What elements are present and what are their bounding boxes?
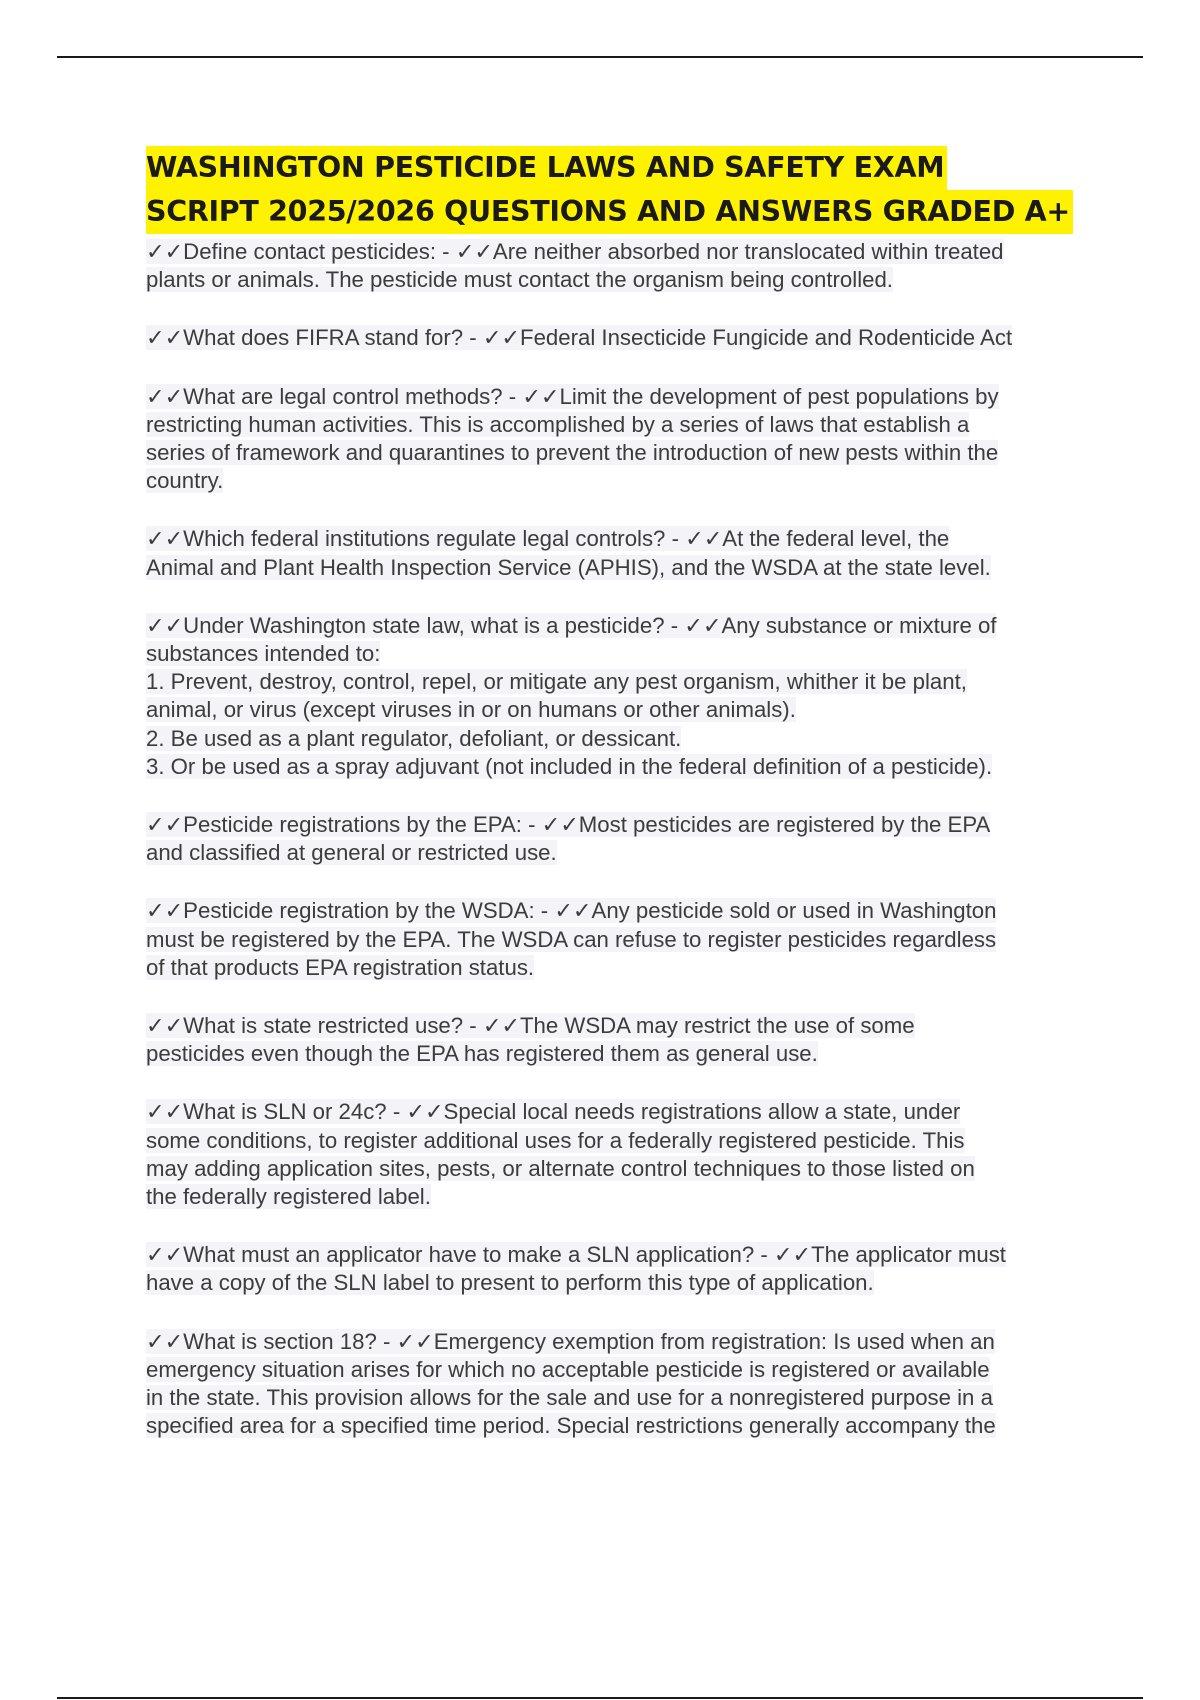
qa-line-text: country. bbox=[146, 468, 224, 494]
title-line-1: WASHINGTON PESTICIDE LAWS AND SAFETY EXAM bbox=[146, 146, 947, 190]
qa-line bbox=[146, 467, 1096, 495]
qa-line bbox=[146, 525, 1096, 553]
qa-line-text: ✓✓Pesticide registration by the WSDA: - ✓✓Any pesticide sold or used in Washington bbox=[146, 898, 997, 924]
qa-line bbox=[146, 753, 1096, 781]
qa-line bbox=[146, 266, 1096, 294]
qa-line bbox=[146, 640, 1096, 668]
qa-line-text: 3. Or be used as a spray adjuvant (not included in the federal definition of a pesticide). bbox=[146, 753, 993, 779]
qa-line-text: 2. Be used as a plant regulator, defoliant, or dessicant. bbox=[146, 725, 682, 751]
qa-line-text: ✓✓Define contact pesticides: - ✓✓Are neither absorbed nor translocated within treated bbox=[146, 239, 1004, 264]
qa-item bbox=[146, 1012, 1096, 1068]
qa-line bbox=[146, 954, 1096, 982]
qa-line bbox=[146, 383, 1096, 411]
qa-item bbox=[146, 324, 1096, 352]
qa-line-text: series of framework and quarantines to prevent the introduction of new pests within the bbox=[146, 440, 999, 466]
qa-line-text: and classified at general or restricted use. bbox=[146, 840, 557, 866]
qa-line bbox=[146, 439, 1096, 467]
qa-item bbox=[146, 1328, 1096, 1441]
qa-line-text: in the state. This provision allows for the sale and use for a nonregistered purpose in a bbox=[146, 1385, 993, 1411]
qa-line-text: must be registered by the EPA. The WSDA can refuse to register pesticides regardless bbox=[146, 926, 997, 952]
qa-line bbox=[146, 725, 1096, 753]
bottom-rule bbox=[57, 1697, 1143, 1699]
qa-line-text: animal, or virus (except viruses in or on humans or other animals). bbox=[146, 697, 796, 723]
qa-line bbox=[146, 612, 1096, 640]
qa-line-text: some conditions, to register additional uses for a federally registered pesticide. This bbox=[146, 1127, 965, 1153]
qa-line-text: ✓✓Which federal institutions regulate legal controls? - ✓✓At the federal level, the bbox=[146, 526, 950, 552]
qa-line bbox=[146, 1127, 1096, 1155]
qa-line bbox=[146, 1183, 1096, 1211]
qa-line-text: 1. Prevent, destroy, control, repel, or mitigate any pest organism, whither it be plant, bbox=[146, 669, 967, 695]
qa-line-text: ✓✓Under Washington state law, what is a pesticide? - ✓✓Any substance or mixture of bbox=[146, 612, 997, 638]
qa-line-text: of that products EPA registration status. bbox=[146, 954, 535, 980]
qa-line-text: restricting human activities. This is accomplished by a series of laws that establish a bbox=[146, 411, 970, 437]
qa-line-text: Animal and Plant Health Inspection Service (APHIS), and the WSDA at the state level. bbox=[146, 554, 991, 580]
qa-item bbox=[146, 897, 1096, 982]
qa-line bbox=[146, 1356, 1096, 1384]
qa-list bbox=[146, 238, 1096, 1441]
qa-line bbox=[146, 811, 1096, 839]
qa-line-text: ✓✓What must an applicator have to make a SLN application? - ✓✓The applicator must bbox=[146, 1242, 1006, 1268]
qa-line-text: plants or animals. The pesticide must contact the organism being controlled. bbox=[146, 267, 893, 293]
qa-item bbox=[146, 1241, 1096, 1297]
qa-item bbox=[146, 383, 1096, 496]
qa-line bbox=[146, 1412, 1096, 1440]
qa-line bbox=[146, 897, 1096, 925]
qa-item bbox=[146, 238, 1096, 294]
qa-line bbox=[146, 1155, 1096, 1183]
qa-line bbox=[146, 1328, 1096, 1356]
qa-line bbox=[146, 668, 1096, 696]
qa-item bbox=[146, 525, 1096, 581]
qa-line-text: ✓✓What are legal control methods? - ✓✓Limit the development of pest populations by bbox=[146, 383, 999, 409]
qa-line bbox=[146, 1384, 1096, 1412]
qa-line-text: ✓✓Pesticide registrations by the EPA: - ✓✓Most pesticides are registered by the EPA bbox=[146, 812, 991, 838]
qa-line-text: may adding application sites, pests, or alternate control techniques to those listed on bbox=[146, 1155, 975, 1181]
qa-line-text: ✓✓What is section 18? - ✓✓Emergency exemption from registration: Is used when an bbox=[146, 1328, 995, 1354]
qa-line bbox=[146, 411, 1096, 439]
qa-line bbox=[146, 839, 1096, 867]
top-rule bbox=[57, 56, 1143, 58]
qa-line bbox=[146, 1098, 1096, 1126]
qa-line-text: substances intended to: bbox=[146, 641, 381, 667]
qa-item bbox=[146, 1098, 1096, 1211]
document-body bbox=[146, 146, 1096, 1471]
qa-line bbox=[146, 554, 1096, 582]
qa-line bbox=[146, 324, 1096, 352]
qa-line-text: ✓✓What does FIFRA stand for? - ✓✓Federal Insecticide Fungicide and Rodenticide Act bbox=[146, 325, 1013, 351]
qa-line-text: the federally registered label. bbox=[146, 1184, 431, 1210]
qa-item bbox=[146, 612, 1096, 781]
qa-line bbox=[146, 238, 1096, 266]
qa-line-text: emergency situation arises for which no acceptable pesticide is registered or available bbox=[146, 1356, 990, 1382]
qa-line-text: ✓✓What is SLN or 24c? - ✓✓Special local needs registrations allow a state, under bbox=[146, 1099, 961, 1125]
qa-line-text: have a copy of the SLN label to present to perform this type of application. bbox=[146, 1270, 874, 1296]
qa-line bbox=[146, 1040, 1096, 1068]
title-line-2: SCRIPT 2025/2026 QUESTIONS AND ANSWERS GRADED A+ bbox=[146, 190, 1073, 234]
qa-line-text: ✓✓What is state restricted use? - ✓✓The WSDA may restrict the use of some bbox=[146, 1013, 915, 1039]
document-title bbox=[146, 146, 1096, 234]
qa-line bbox=[146, 1269, 1096, 1297]
qa-line-text: pesticides even though the EPA has registered them as general use. bbox=[146, 1041, 818, 1067]
qa-line bbox=[146, 926, 1096, 954]
qa-line-text: specified area for a specified time period. Special restrictions generally accompany the bbox=[146, 1413, 996, 1439]
qa-item bbox=[146, 811, 1096, 867]
qa-line bbox=[146, 696, 1096, 724]
qa-line bbox=[146, 1241, 1096, 1269]
qa-line bbox=[146, 1012, 1096, 1040]
